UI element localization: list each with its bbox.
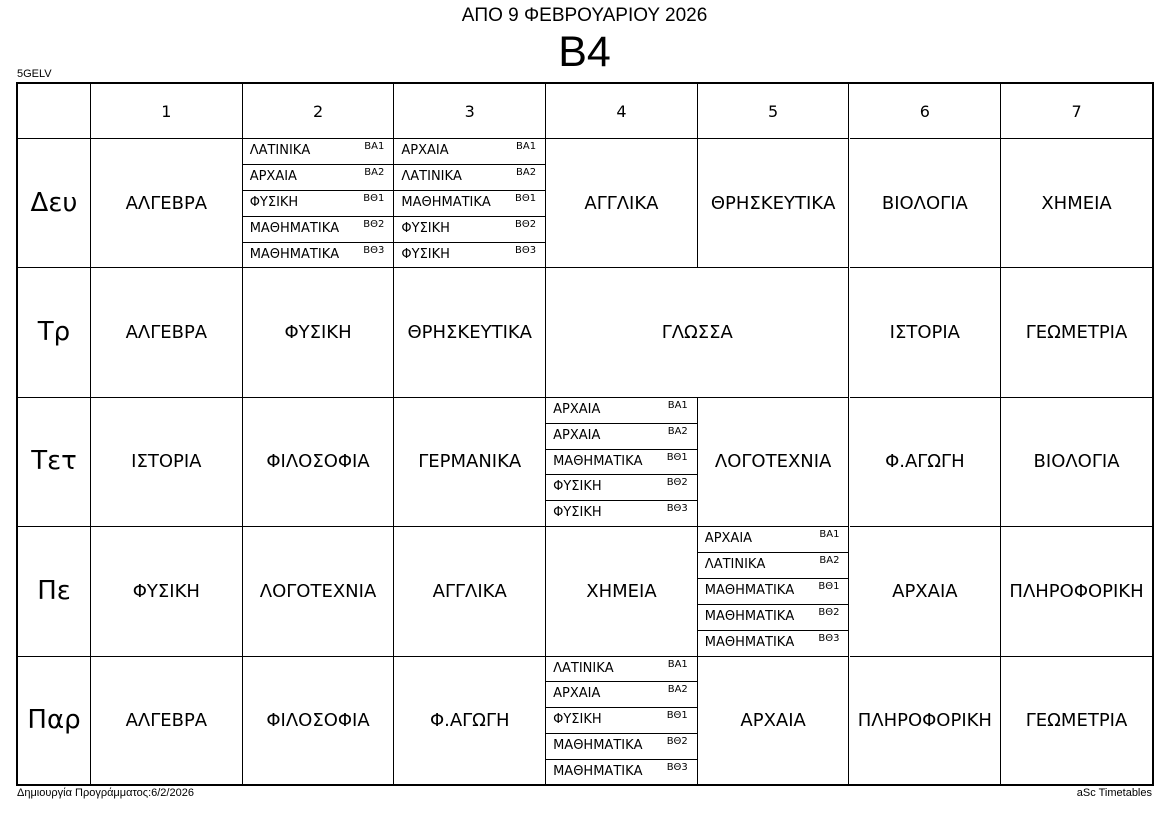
day-label: Παρ [18, 657, 91, 786]
group-code: ΒΘ1 [514, 192, 537, 204]
group-lesson[interactable] [546, 657, 698, 683]
group-subject: ΑΡΧΑΙΑ [401, 143, 449, 158]
lesson-cell[interactable]: ΠΛΗΡΟΦΟΡΙΚΗ [850, 657, 1002, 786]
school-code: 5GELV [17, 68, 52, 80]
group-subject: ΜΑΘΗΜΑΤΙΚΑ [553, 453, 643, 469]
corner-cell [18, 84, 91, 139]
group-subject: ΦΥΣΙΚΗ [401, 246, 450, 262]
group-subject: ΛΑΤΙΝΙΚΑ [401, 168, 462, 184]
lesson-cell[interactable]: ΙΣΤΟΡΙΑ [850, 268, 1002, 397]
group-subject: ΦΥΣΙΚΗ [553, 712, 602, 728]
lesson-cell[interactable]: ΦΥΣΙΚΗ [243, 268, 395, 397]
lesson-cell[interactable]: ΦΙΛΟΣΟΦΙΑ [243, 398, 395, 527]
group-lesson[interactable] [394, 165, 546, 191]
group-subject: ΦΥΣΙΚΗ [553, 505, 602, 521]
group-lesson[interactable] [698, 527, 850, 553]
group-code: ΒΑ2 [516, 166, 537, 178]
group-subject: ΑΡΧΑΙΑ [704, 531, 753, 547]
group-code: ΒΘ3 [666, 762, 688, 774]
group-code: ΒΑ2 [667, 425, 688, 437]
group-lesson[interactable] [698, 553, 850, 579]
lesson-cell[interactable]: ΒΙΟΛΟΓΙΑ [850, 139, 1002, 268]
group-code: ΒΘ2 [363, 218, 385, 230]
period-header-2: 2 [243, 84, 395, 139]
group-subject: ΦΥΣΙΚΗ [401, 220, 450, 236]
group-subject: ΛΑΤΙΝΙΚΑ [704, 557, 766, 573]
group-lesson[interactable] [698, 605, 850, 631]
timetable-grid [16, 82, 1154, 786]
lesson-cell[interactable]: ΒΙΟΛΟΓΙΑ [1001, 398, 1153, 527]
group-lesson[interactable] [243, 139, 395, 165]
group-code: ΒΑ1 [667, 399, 688, 411]
group-lesson[interactable] [243, 191, 395, 217]
group-code: ΒΑ2 [364, 166, 385, 178]
group-code: ΒΑ1 [364, 141, 385, 152]
group-lesson[interactable] [546, 424, 698, 450]
group-code: ΒΑ1 [516, 141, 537, 152]
lesson-cell[interactable]: ΘΡΗΣΚΕΥΤΙΚΑ [698, 139, 850, 268]
group-subject: ΦΥΣΙΚΗ [249, 194, 299, 210]
group-code: ΒΘ1 [363, 192, 385, 204]
lesson-cell[interactable]: ΘΡΗΣΚΕΥΤΙΚΑ [394, 268, 546, 397]
lesson-cell[interactable]: ΑΛΓΕΒΡΑ [91, 268, 243, 397]
lesson-cell[interactable]: ΦΥΣΙΚΗ [91, 527, 243, 656]
group-lesson[interactable] [243, 243, 395, 269]
lesson-cell[interactable]: ΑΓΓΛΙΚΑ [394, 527, 546, 656]
lesson-cell[interactable]: ΧΗΜΕΙΑ [546, 527, 698, 656]
group-subject: ΑΡΧΑΙΑ [553, 427, 601, 443]
lesson-cell[interactable]: ΧΗΜΕΙΑ [1001, 139, 1153, 268]
group-subject: ΑΡΧΑΙΑ [553, 686, 601, 702]
group-subject: ΦΥΣΙΚΗ [553, 479, 602, 495]
period-header-5: 5 [698, 84, 850, 139]
group-code: ΒΑ2 [667, 684, 688, 696]
group-subject: ΑΡΧΑΙΑ [249, 168, 297, 184]
group-lesson[interactable] [546, 682, 698, 708]
group-lesson[interactable] [698, 579, 850, 605]
lesson-cell[interactable]: ΦΙΛΟΣΟΦΙΑ [243, 657, 395, 786]
group-subject: ΛΑΤΙΝΙΚΑ [553, 660, 614, 676]
group-lesson[interactable] [546, 734, 698, 760]
group-subject: ΜΑΘΗΜΑΤΙΚΑ [704, 634, 795, 650]
day-label: Δευ [18, 139, 91, 268]
software-credit: aSc Timetables [1076, 787, 1152, 799]
group-lesson[interactable] [698, 631, 850, 657]
group-code: ΒΑ1 [819, 529, 840, 541]
lesson-cell[interactable]: Φ.ΑΓΩΓΗ [394, 657, 546, 786]
class-title: B4 [558, 28, 611, 76]
group-code: ΒΘ2 [666, 736, 688, 748]
group-subject: ΜΑΘΗΜΑΤΙΚΑ [553, 764, 643, 780]
group-subject: ΜΑΘΗΜΑΤΙΚΑ [249, 246, 340, 262]
group-lesson[interactable] [394, 139, 546, 165]
group-code: ΒΘ3 [363, 244, 385, 256]
group-lesson[interactable] [546, 450, 698, 476]
lesson-cell[interactable]: ΑΛΓΕΒΡΑ [91, 139, 243, 268]
group-subject: ΑΡΧΑΙΑ [553, 401, 601, 417]
period-header-6: 6 [850, 84, 1002, 139]
period-header-4: 4 [546, 84, 698, 139]
group-subject: ΛΑΤΙΝΙΚΑ [249, 143, 311, 158]
lesson-cell[interactable]: ΓΕΩΜΕΤΡΙΑ [1001, 268, 1153, 397]
day-label: Τετ [18, 398, 91, 527]
period-header-3: 3 [394, 84, 546, 139]
lesson-cell[interactable]: ΑΛΓΕΒΡΑ [91, 657, 243, 786]
group-lesson[interactable] [243, 217, 395, 243]
group-code: ΒΘ3 [514, 244, 537, 256]
lesson-cell[interactable]: ΑΡΧΑΙΑ [698, 657, 850, 786]
creation-date: Δημιουργία Προγράμματος:6/2/2026 [17, 787, 194, 799]
group-lesson[interactable] [394, 191, 546, 217]
group-code: ΒΘ1 [666, 710, 688, 722]
group-lesson[interactable] [394, 243, 546, 269]
group-code: ΒΘ1 [818, 580, 840, 592]
group-code: ΒΘ2 [514, 218, 537, 230]
group-code: ΒΘ3 [818, 632, 840, 644]
period-header-7: 7 [1001, 84, 1153, 139]
group-code: ΒΘ1 [666, 451, 688, 463]
group-code: ΒΑ1 [667, 658, 688, 670]
lesson-cell[interactable]: ΛΟΓΟΤΕΧΝΙΑ [243, 527, 395, 656]
group-code: ΒΘ2 [818, 606, 840, 618]
lesson-cell[interactable]: ΓΕΡΜΑΝΙΚΑ [394, 398, 546, 527]
group-lesson[interactable] [394, 217, 546, 243]
group-code: ΒΘ3 [666, 503, 688, 515]
lesson-cell[interactable]: ΑΓΓΛΙΚΑ [546, 139, 698, 268]
group-lesson[interactable] [546, 708, 698, 734]
timetable-subtitle: ΑΠΟ 9 ΦΕΒΡΟΥΑΡΙΟΥ 2026 [461, 5, 708, 26]
lesson-cell[interactable]: Φ.ΑΓΩΓΗ [850, 398, 1002, 527]
group-code: ΒΘ2 [666, 477, 688, 489]
group-subject: ΜΑΘΗΜΑΤΙΚΑ [249, 220, 340, 236]
group-subject: ΜΑΘΗΜΑΤΙΚΑ [553, 738, 643, 754]
group-lesson[interactable] [546, 760, 698, 786]
group-subject: ΜΑΘΗΜΑΤΙΚΑ [704, 582, 795, 598]
lesson-cell[interactable]: ΓΕΩΜΕΤΡΙΑ [1001, 657, 1153, 786]
day-label: Τρ [18, 268, 91, 397]
group-subject: ΜΑΘΗΜΑΤΙΚΑ [401, 194, 491, 210]
lesson-cell[interactable]: ΛΟΓΟΤΕΧΝΙΑ [698, 398, 850, 527]
day-label: Πε [18, 527, 91, 656]
group-lesson[interactable] [243, 165, 395, 191]
group-lesson[interactable] [546, 475, 698, 501]
lesson-cell[interactable]: ΑΡΧΑΙΑ [850, 527, 1002, 656]
group-lesson[interactable] [546, 398, 698, 424]
lesson-cell[interactable]: ΓΛΩΣΣΑ [546, 268, 849, 397]
lesson-cell[interactable]: ΠΛΗΡΟΦΟΡΙΚΗ [1001, 527, 1153, 656]
group-lesson[interactable] [546, 501, 698, 527]
group-subject: ΜΑΘΗΜΑΤΙΚΑ [704, 608, 795, 624]
lesson-cell[interactable]: ΙΣΤΟΡΙΑ [91, 398, 243, 527]
group-code: ΒΑ2 [819, 555, 840, 567]
period-header-1: 1 [91, 84, 243, 139]
